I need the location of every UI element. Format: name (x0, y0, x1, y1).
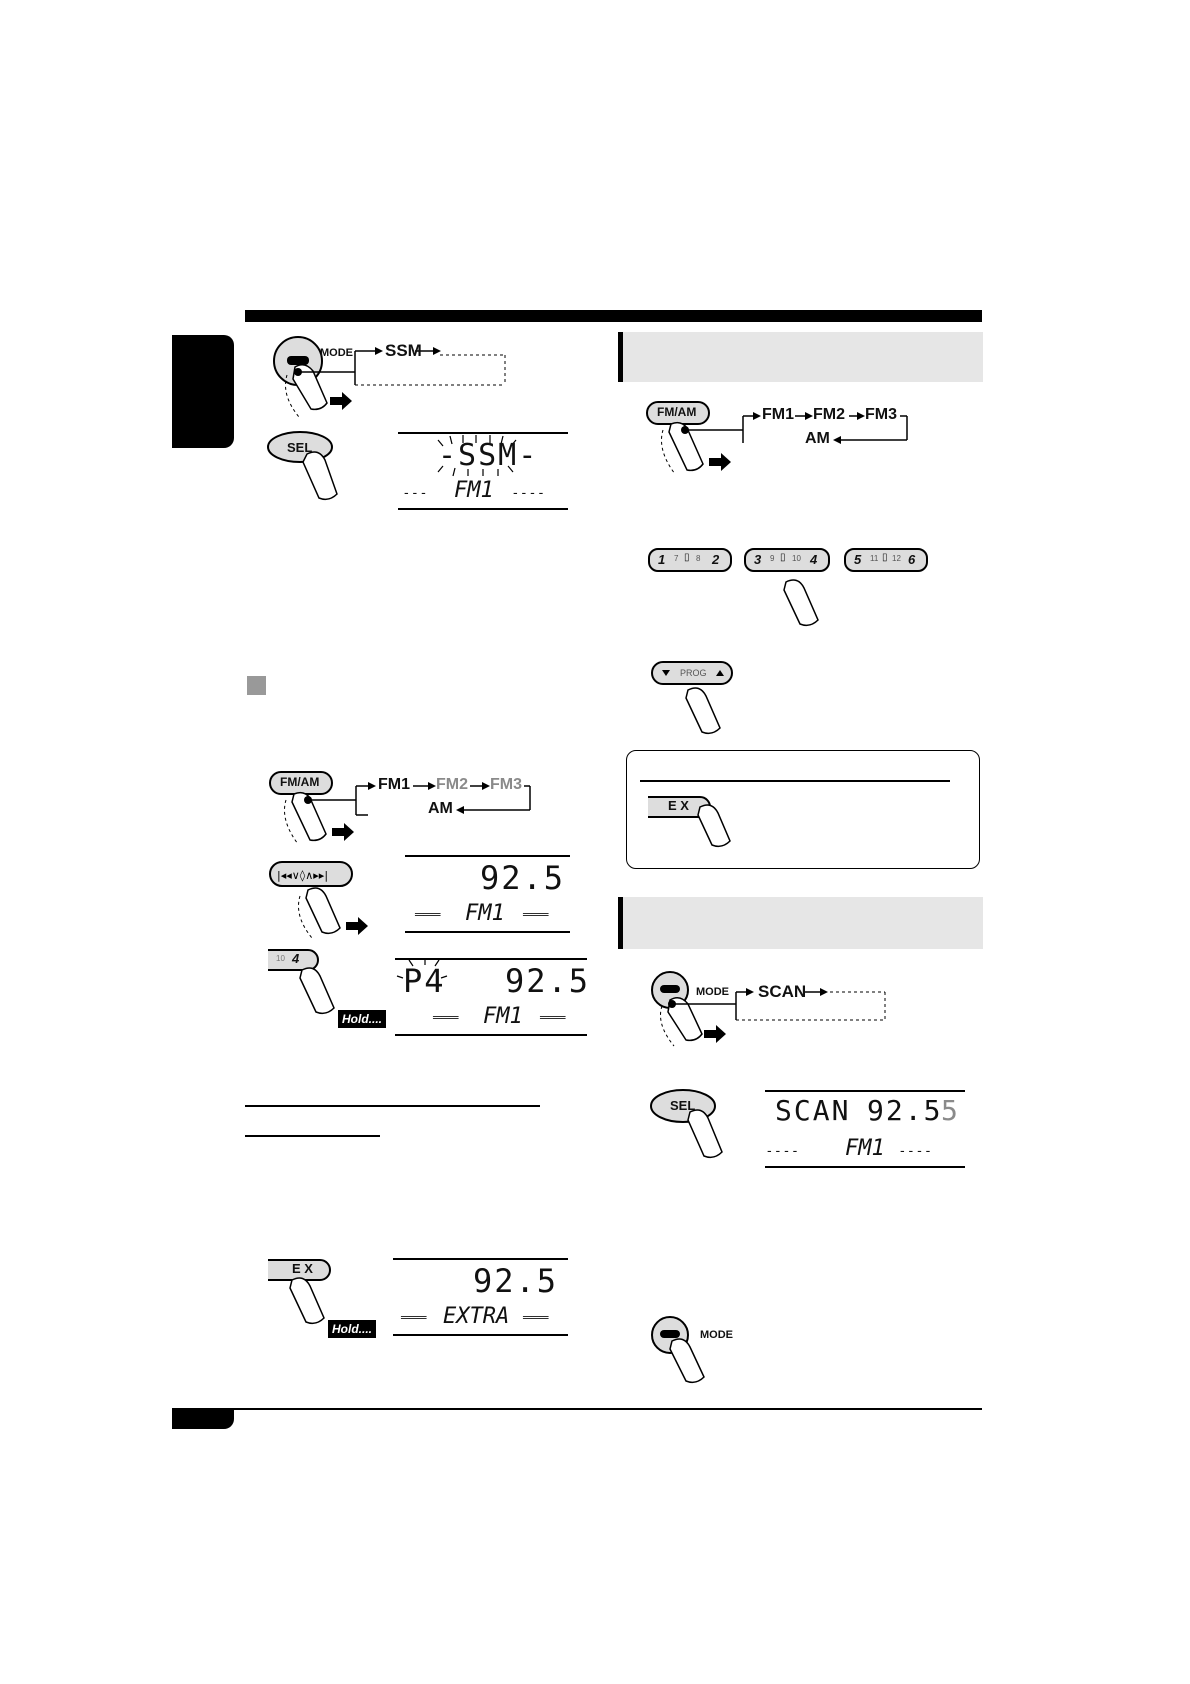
extra-band-text: EXTRA (443, 1304, 510, 1329)
top-rule (245, 310, 982, 322)
page-number-tab (172, 1408, 234, 1429)
fm1-label: FM1 (378, 776, 410, 793)
toggle-icon: ▯ (780, 552, 786, 563)
note-ex-illustration (648, 795, 758, 855)
am-label: AM (428, 800, 453, 817)
preset-number-label[interactable]: 4 (292, 951, 300, 966)
finger-press-icon (648, 548, 948, 628)
hold-badge: Hold.... (338, 1010, 386, 1028)
band-text: FM1 (465, 901, 505, 926)
segment-dashes-icon: - - - - (513, 484, 544, 500)
preset-button-1-2[interactable]: 1 7 ▯ 8 2 (648, 548, 732, 572)
segment-dashes-icon: ═══ (523, 907, 549, 921)
fm1-label: FM1 (762, 406, 794, 423)
text-underline (245, 1105, 540, 1107)
fm-am-label[interactable]: FM/AM (657, 405, 697, 419)
scan-frequency-text: 92.5 (867, 1094, 943, 1127)
note-ex-label[interactable]: E X (668, 798, 689, 813)
sel-label[interactable]: SEL (670, 1098, 696, 1113)
mode-button-finger-icon (650, 1315, 770, 1390)
text-underline (245, 1135, 380, 1137)
segment-dashes-icon: - - - - (900, 1142, 931, 1158)
segment-dashes-icon: ═══ (540, 1010, 566, 1024)
mode-scan-illustration (650, 970, 910, 1060)
preset-small-label: 10 (276, 954, 285, 963)
ssm-display (398, 432, 568, 510)
scan-band-text: FM1 (845, 1136, 885, 1161)
skip-back-icon: |◂◂∨◊∧▸▸| (277, 869, 329, 882)
frequency-text: 92.5 (480, 859, 566, 897)
ssm-band-text: FM1 (454, 478, 494, 503)
band-cycle-right (645, 400, 915, 490)
prog-button-illustration (650, 660, 750, 740)
mode-label: MODE (320, 347, 353, 359)
band-cycle-left (268, 770, 538, 860)
section-heading-box (618, 897, 983, 949)
scan-label: SCAN (758, 982, 807, 1001)
note-rule (640, 780, 950, 782)
mode-label: MODE (696, 986, 729, 998)
bottom-rule (172, 1408, 982, 1410)
preset-band-text: FM1 (483, 1004, 523, 1029)
preset-hold-illustration (268, 948, 382, 1038)
fm3-label: FM3 (865, 406, 897, 423)
preset-buttons-row (648, 548, 948, 628)
preset-display (395, 958, 591, 1036)
preset-button-3-4[interactable]: 3 9 ▯ 10 4 (744, 548, 830, 572)
toggle-icon: ▯ (684, 552, 690, 563)
ex-label[interactable]: E X (292, 1261, 313, 1276)
segment-dashes-icon: - - - (404, 484, 426, 500)
ssm-label: SSM (385, 341, 422, 360)
language-tab (172, 335, 234, 448)
ssm-display-text: -SSM- (438, 438, 539, 473)
finger-press-icon (650, 1088, 750, 1168)
segment-dashes-icon: ═══ (415, 907, 441, 921)
segment-dashes-icon: ═══ (523, 1310, 549, 1324)
section-heading-box (618, 332, 983, 382)
tune-button-finger-icon (268, 860, 378, 945)
fm-am-label[interactable]: FM/AM (280, 775, 320, 789)
scan-frequency-tail: 5 (941, 1094, 960, 1127)
ex-button-finger-icon (648, 795, 758, 855)
toggle-icon: ▯ (882, 552, 888, 563)
fm2-label: FM2 (436, 776, 468, 793)
segment-dashes-icon: - - - - (767, 1142, 798, 1158)
preset-button-5-6[interactable]: 5 11 ▯ 12 6 (844, 548, 928, 572)
mode-label[interactable]: MODE (700, 1329, 733, 1341)
scan-display (765, 1090, 965, 1168)
scan-sel-illustration (650, 1088, 750, 1168)
tune-button-illustration (268, 860, 378, 945)
sel-button-illustration (267, 430, 357, 510)
hold-badge: Hold.... (328, 1320, 376, 1338)
fm3-label: FM3 (490, 776, 522, 793)
frequency-display (405, 855, 570, 933)
preset-number-text: P4 (403, 962, 446, 1000)
prog-label[interactable]: PROG (680, 668, 707, 678)
fm2-label: FM2 (813, 406, 845, 423)
am-label: AM (805, 430, 830, 447)
mode-ssm-illustration (265, 335, 525, 425)
ex-hold-illustration (268, 1258, 378, 1348)
extra-display (393, 1258, 568, 1336)
scan-text: SCAN (775, 1094, 851, 1127)
sel-label[interactable]: SEL (287, 440, 313, 455)
extra-frequency-text: 92.5 (473, 1262, 559, 1300)
segment-dashes-icon: ═══ (401, 1310, 427, 1324)
section-bullet (247, 676, 266, 695)
segment-dashes-icon: ═══ (433, 1010, 459, 1024)
final-mode-illustration (650, 1315, 770, 1390)
preset-frequency-text: 92.5 (505, 962, 591, 1000)
